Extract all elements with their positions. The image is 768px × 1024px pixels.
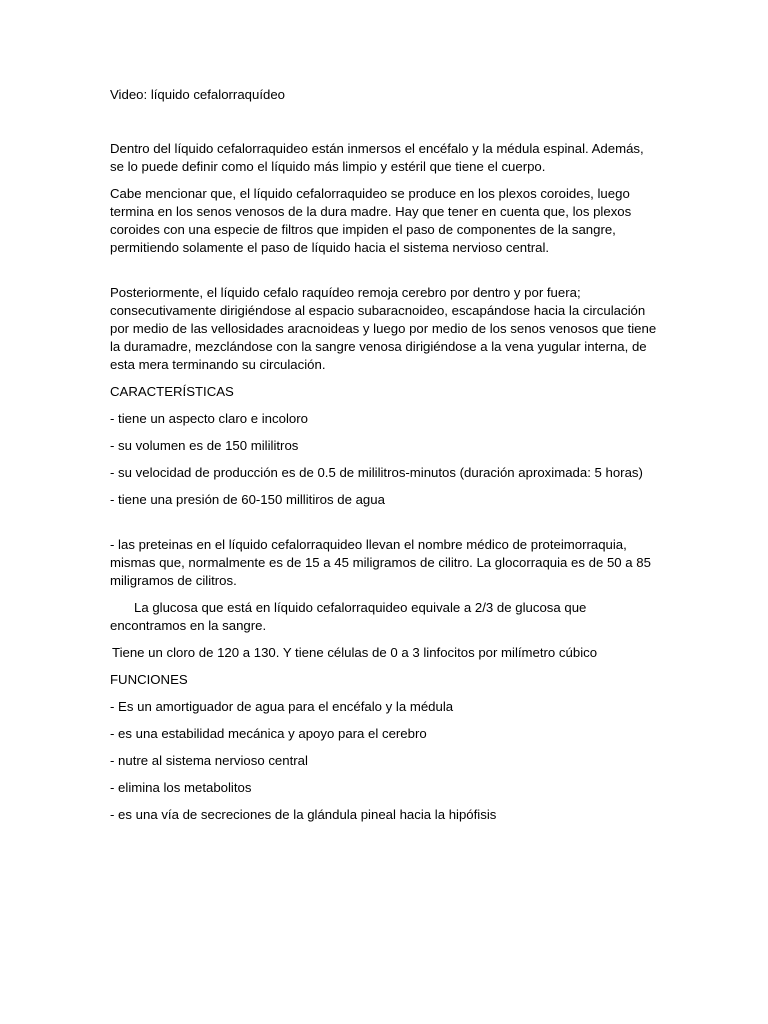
functions-item: - elimina los metabolitos [110, 780, 252, 795]
proteins-paragraph: - las preteinas en el líquido cefalorraquideo llevan el nombre médico de proteimorraquia, mismas que, normalmente es de 15 a 45 miligramos de cilitro. La glocorraquia es de 50 a 85 miligramos de cilitros. [110, 537, 651, 588]
document-page [110, 86, 658, 833]
characteristics-heading: CARACTERÍSTICAS [110, 384, 234, 399]
functions-item: - Es un amortiguador de agua para el encéfalo y la médula [110, 699, 454, 714]
intro-paragraph-2: Cabe mencionar que, el líquido cefalorraquideo se produce en los plexos coroides, luego termina en los senos venosos de la dura madre. Hay que tener en cuenta que, los plexos coroides con una especie de filtros que impiden el paso de componentes de la sangre, permitiendo solamente el paso de líquido hacia el sistema nervioso central. [110, 186, 632, 255]
functions-item: - es una estabilidad mecánica y apoyo para el cerebro [110, 726, 427, 741]
chloride-paragraph: Tiene un cloro de 120 a 130. Y tiene células de 0 a 3 linfocitos por milímetro cúbico [112, 645, 598, 660]
functions-heading: FUNCIONES [110, 672, 188, 687]
characteristics-item: - tiene un aspecto claro e incoloro [110, 411, 308, 426]
characteristics-item: - tiene una presión de 60-150 millitiros de agua [110, 492, 385, 507]
document-title: Video: líquido cefalorraquídeo [110, 87, 285, 102]
intro-paragraph-1: Dentro del líquido cefalorraquideo están inmersos el encéfalo y la médula espinal. Además, se lo puede definir como el líquido más limpio y estéril que tiene el cuerpo. [110, 141, 644, 174]
functions-item: - nutre al sistema nervioso central [110, 753, 308, 768]
glucose-paragraph: La glucosa que está en líquido cefalorraquideo equivale a 2/3 de glucosa que encontramos en la sangre. [110, 600, 587, 633]
characteristics-item: - su velocidad de producción es de 0.5 de mililitros-minutos (duración aproximada: 5 horas) [110, 465, 643, 480]
circulation-paragraph: Posteriormente, el líquido cefalo raquídeo remoja cerebro por dentro y por fuera; consecutivamente dirigiéndose al espacio subaracnoideo, escapándose hacia la circulación por medio de las vellosidades aracnoideas y luego por medio de los senos venosos que tiene la duramadre, mezclándose con la sangre venosa dirigiéndose a la vena yugular interna, de esta mera terminando su circulación. [110, 285, 657, 372]
characteristics-item: - su volumen es de 150 mililitros [110, 438, 299, 453]
functions-item: - es una vía de secreciones de la glándula pineal hacia la hipófisis [110, 807, 497, 822]
